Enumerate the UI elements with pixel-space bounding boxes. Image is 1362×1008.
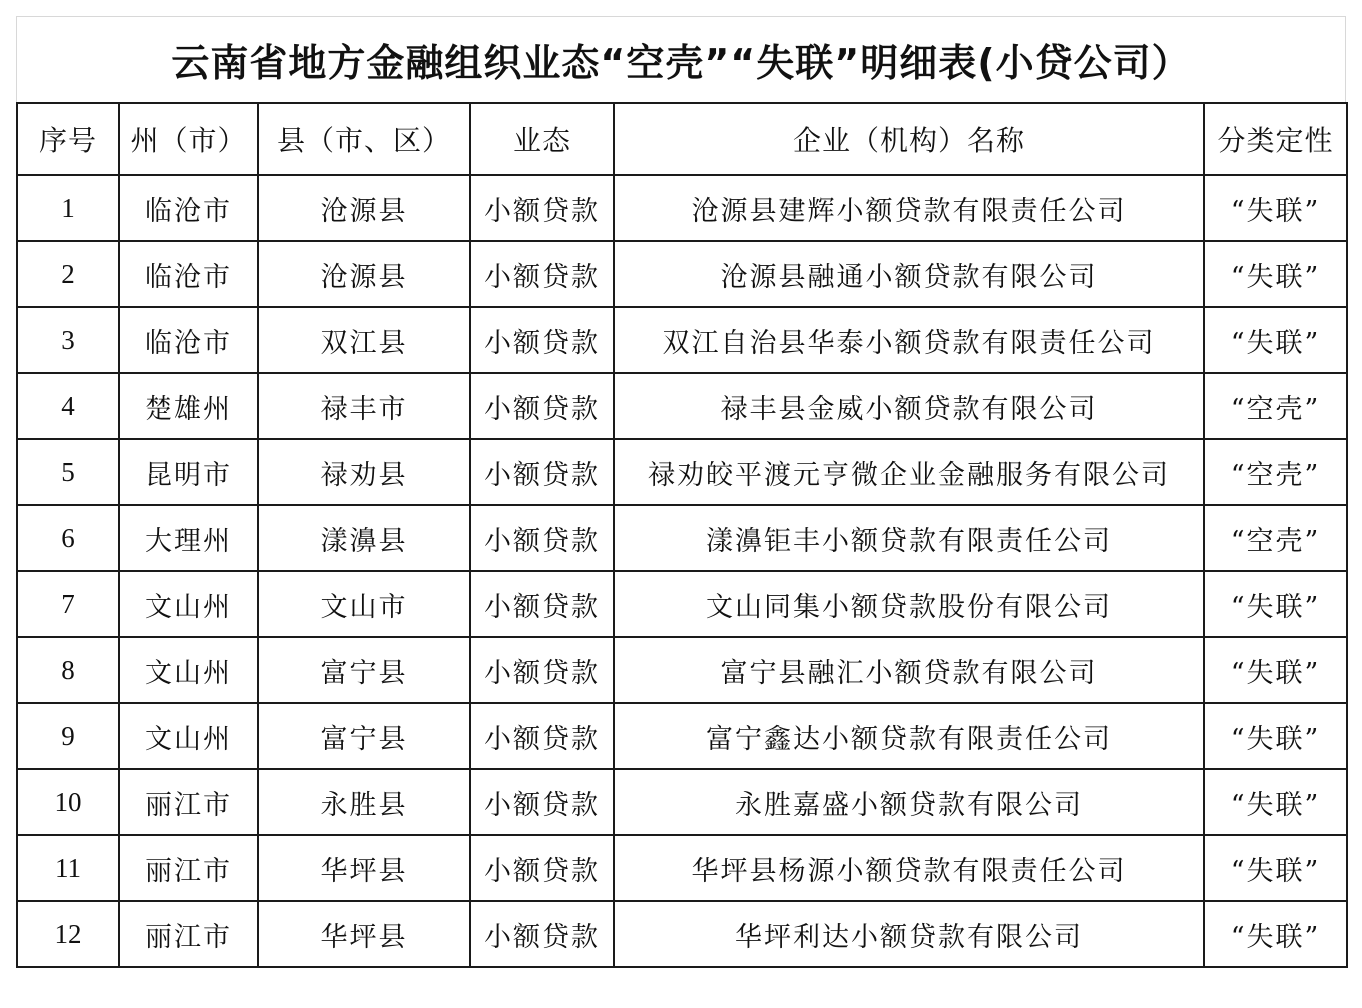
table-row: [17, 373, 1347, 439]
cell-county: 禄丰市: [258, 373, 470, 439]
header-name: 企业（机构）名称: [614, 103, 1204, 175]
cell-category: “失联”: [1204, 175, 1347, 241]
table-row: [17, 439, 1347, 505]
table-row: [17, 901, 1347, 967]
cell-category: “空壳”: [1204, 373, 1347, 439]
cell-county: 漾濞县: [258, 505, 470, 571]
header-seq: 序号: [17, 103, 119, 175]
cell-category: “失联”: [1204, 637, 1347, 703]
cell-name: 文山同集小额贷款股份有限公司: [614, 571, 1204, 637]
header-row: [17, 103, 1347, 175]
cell-county: 永胜县: [258, 769, 470, 835]
header-prefecture: 州（市）: [119, 103, 258, 175]
cell-seq: 3: [17, 307, 119, 373]
cell-name: 沧源县融通小额贷款有限公司: [614, 241, 1204, 307]
cell-prefecture: 临沧市: [119, 307, 258, 373]
cell-business: 小额贷款: [470, 703, 614, 769]
cell-prefecture: 文山州: [119, 571, 258, 637]
cell-seq: 2: [17, 241, 119, 307]
cell-business: 小额贷款: [470, 769, 614, 835]
table-title: 云南省地方金融组织业态“空壳”“失联”明细表(小贷公司）: [171, 41, 1191, 85]
cell-seq: 1: [17, 175, 119, 241]
table-row: [17, 835, 1347, 901]
table-row: [17, 769, 1347, 835]
cell-seq: 5: [17, 439, 119, 505]
cell-prefecture: 文山州: [119, 703, 258, 769]
cell-business: 小额贷款: [470, 505, 614, 571]
table-row: [17, 703, 1347, 769]
cell-name: 禄丰县金威小额贷款有限公司: [614, 373, 1204, 439]
cell-seq: 4: [17, 373, 119, 439]
cell-seq: 6: [17, 505, 119, 571]
header-category: 分类定性: [1204, 103, 1347, 175]
cell-prefecture: 丽江市: [119, 901, 258, 967]
cell-name: 禄劝皎平渡元亨微企业金融服务有限公司: [614, 439, 1204, 505]
cell-seq: 11: [17, 835, 119, 901]
cell-seq: 10: [17, 769, 119, 835]
table-row: [17, 241, 1347, 307]
cell-county: 禄劝县: [258, 439, 470, 505]
cell-business: 小额贷款: [470, 307, 614, 373]
cell-name: 华坪县杨源小额贷款有限责任公司: [614, 835, 1204, 901]
cell-county: 华坪县: [258, 835, 470, 901]
cell-county: 沧源县: [258, 175, 470, 241]
header-business: 业态: [470, 103, 614, 175]
cell-category: “空壳”: [1204, 505, 1347, 571]
spreadsheet: [16, 16, 1346, 968]
cell-business: 小额贷款: [470, 373, 614, 439]
cell-seq: 9: [17, 703, 119, 769]
cell-category: “失联”: [1204, 769, 1347, 835]
table-row: [17, 637, 1347, 703]
cell-category: “失联”: [1204, 241, 1347, 307]
cell-name: 富宁县融汇小额贷款有限公司: [614, 637, 1204, 703]
cell-business: 小额贷款: [470, 439, 614, 505]
cell-business: 小额贷款: [470, 175, 614, 241]
cell-prefecture: 楚雄州: [119, 373, 258, 439]
cell-category: “空壳”: [1204, 439, 1347, 505]
cell-county: 华坪县: [258, 901, 470, 967]
cell-prefecture: 临沧市: [119, 175, 258, 241]
cell-business: 小额贷款: [470, 241, 614, 307]
cell-business: 小额贷款: [470, 571, 614, 637]
cell-category: “失联”: [1204, 703, 1347, 769]
cell-business: 小额贷款: [470, 637, 614, 703]
table-row: [17, 307, 1347, 373]
table-row: [17, 175, 1347, 241]
cell-category: “失联”: [1204, 835, 1347, 901]
table-row: [17, 571, 1347, 637]
cell-name: 双江自治县华泰小额贷款有限责任公司: [614, 307, 1204, 373]
cell-county: 富宁县: [258, 703, 470, 769]
title-box: [16, 16, 1346, 102]
cell-name: 华坪利达小额贷款有限公司: [614, 901, 1204, 967]
cell-prefecture: 丽江市: [119, 835, 258, 901]
cell-county: 沧源县: [258, 241, 470, 307]
cell-prefecture: 大理州: [119, 505, 258, 571]
cell-business: 小额贷款: [470, 835, 614, 901]
cell-prefecture: 昆明市: [119, 439, 258, 505]
header-county: 县（市、区）: [258, 103, 470, 175]
cell-name: 永胜嘉盛小额贷款有限公司: [614, 769, 1204, 835]
cell-category: “失联”: [1204, 901, 1347, 967]
cell-name: 漾濞钜丰小额贷款有限责任公司: [614, 505, 1204, 571]
cell-name: 沧源县建辉小额贷款有限责任公司: [614, 175, 1204, 241]
cell-business: 小额贷款: [470, 901, 614, 967]
cell-seq: 7: [17, 571, 119, 637]
cell-prefecture: 临沧市: [119, 241, 258, 307]
cell-name: 富宁鑫达小额贷款有限责任公司: [614, 703, 1204, 769]
cell-prefecture: 文山州: [119, 637, 258, 703]
table-row: [17, 505, 1347, 571]
cell-category: “失联”: [1204, 571, 1347, 637]
cell-county: 双江县: [258, 307, 470, 373]
cell-seq: 12: [17, 901, 119, 967]
cell-prefecture: 丽江市: [119, 769, 258, 835]
cell-county: 富宁县: [258, 637, 470, 703]
detail-table: [16, 102, 1348, 968]
cell-seq: 8: [17, 637, 119, 703]
cell-category: “失联”: [1204, 307, 1347, 373]
cell-county: 文山市: [258, 571, 470, 637]
